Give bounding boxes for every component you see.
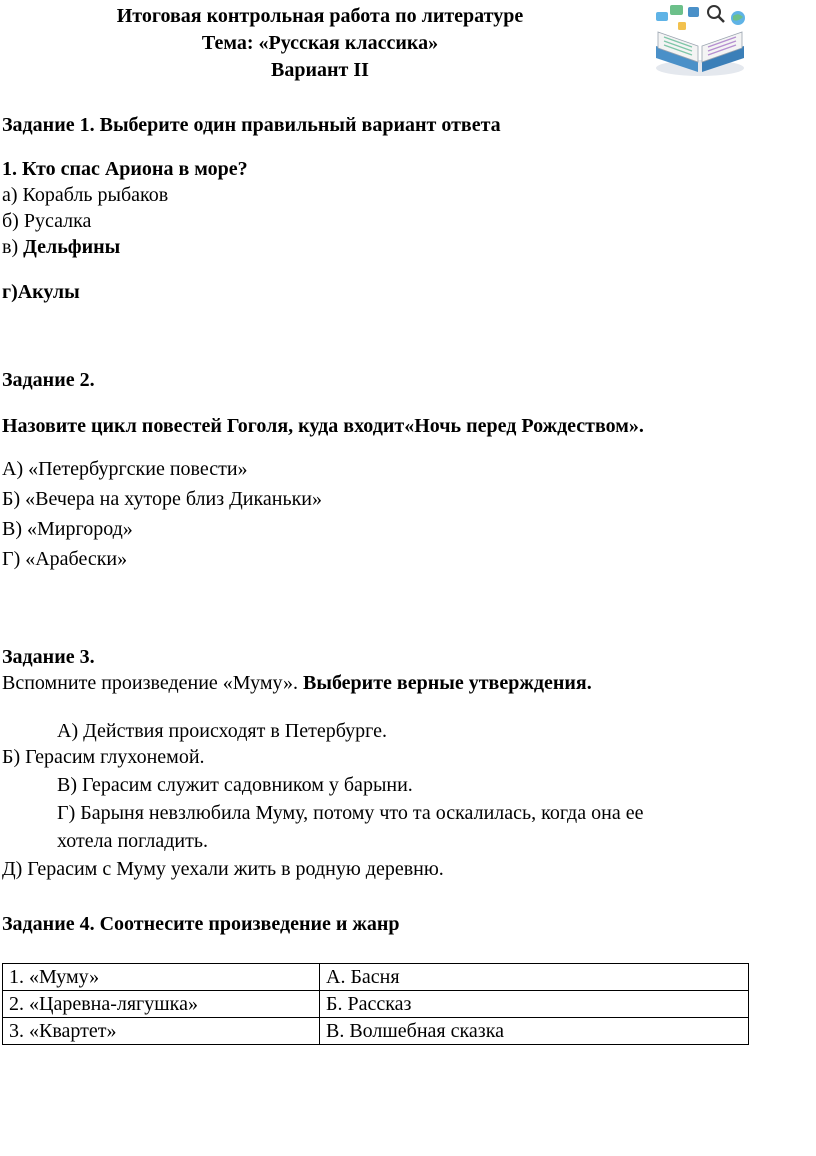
task2-option-c: В) «Миргород»: [2, 518, 133, 540]
task3-intro: Вспомните произведение «Муму». Выберите верные утверждения.: [2, 672, 592, 694]
task3-statement-b: Б) Герасим глухонемой.: [2, 746, 205, 768]
table-cell-work: 2. «Царевна-лягушка»: [3, 991, 320, 1018]
task1-option-c: в) Дельфины: [2, 236, 121, 258]
table-cell-genre: В. Волшебная сказка: [320, 1018, 749, 1045]
task3-statement-e: Д) Герасим с Муму уехали жить в родную деревню.: [2, 858, 444, 880]
document-topic: Тема: «Русская классика»: [201, 32, 439, 54]
task1-option-a: а) Корабль рыбаков: [2, 184, 169, 206]
task3-statement-d: Г) Барыня невзлюбила Муму, потому что та оскалилась, когда она ее: [57, 802, 644, 824]
task4-heading: Задание 4. Соотнесите произведение и жанр: [2, 913, 400, 935]
task1-heading: Задание 1. Выберите один правильный вариант ответа: [2, 114, 501, 136]
matching-table: [2, 963, 749, 1045]
task1-option-b: б) Русалка: [2, 210, 92, 232]
task3-statement-d-cont: хотела погладить.: [57, 830, 208, 852]
document-title: Итоговая контрольная работа по литературе: [116, 5, 524, 27]
task2-option-b: Б) «Вечера на хуторе близ Диканьки»: [2, 488, 322, 510]
task2-heading: Задание 2.: [2, 369, 95, 391]
table-row: [3, 1018, 749, 1045]
table-cell-genre: А. Басня: [320, 964, 749, 991]
task3-statement-a: А) Действия происходят в Петербурге.: [57, 720, 387, 742]
task3-statement-c: В) Герасим служит садовником у барыни.: [57, 774, 413, 796]
table-cell-genre: Б. Рассказ: [320, 991, 749, 1018]
task1-question: 1. Кто спас Ариона в море?: [2, 158, 248, 180]
task2-option-d: Г) «Арабески»: [2, 548, 128, 570]
task1-option-d: г)Акулы: [2, 281, 80, 303]
document-variant: Вариант II: [271, 59, 369, 81]
table-row: [3, 964, 749, 991]
table-row: [3, 991, 749, 1018]
open-book-icon: [650, 2, 750, 82]
table-cell-work: 1. «Муму»: [3, 964, 320, 991]
table-cell-work: 3. «Квартет»: [3, 1018, 320, 1045]
task2-option-a: А) «Петербургские повести»: [2, 458, 248, 480]
task3-heading: Задание 3.: [2, 646, 95, 668]
task2-question: Назовите цикл повестей Гоголя, куда входит«Ночь перед Рождеством».: [2, 415, 644, 437]
